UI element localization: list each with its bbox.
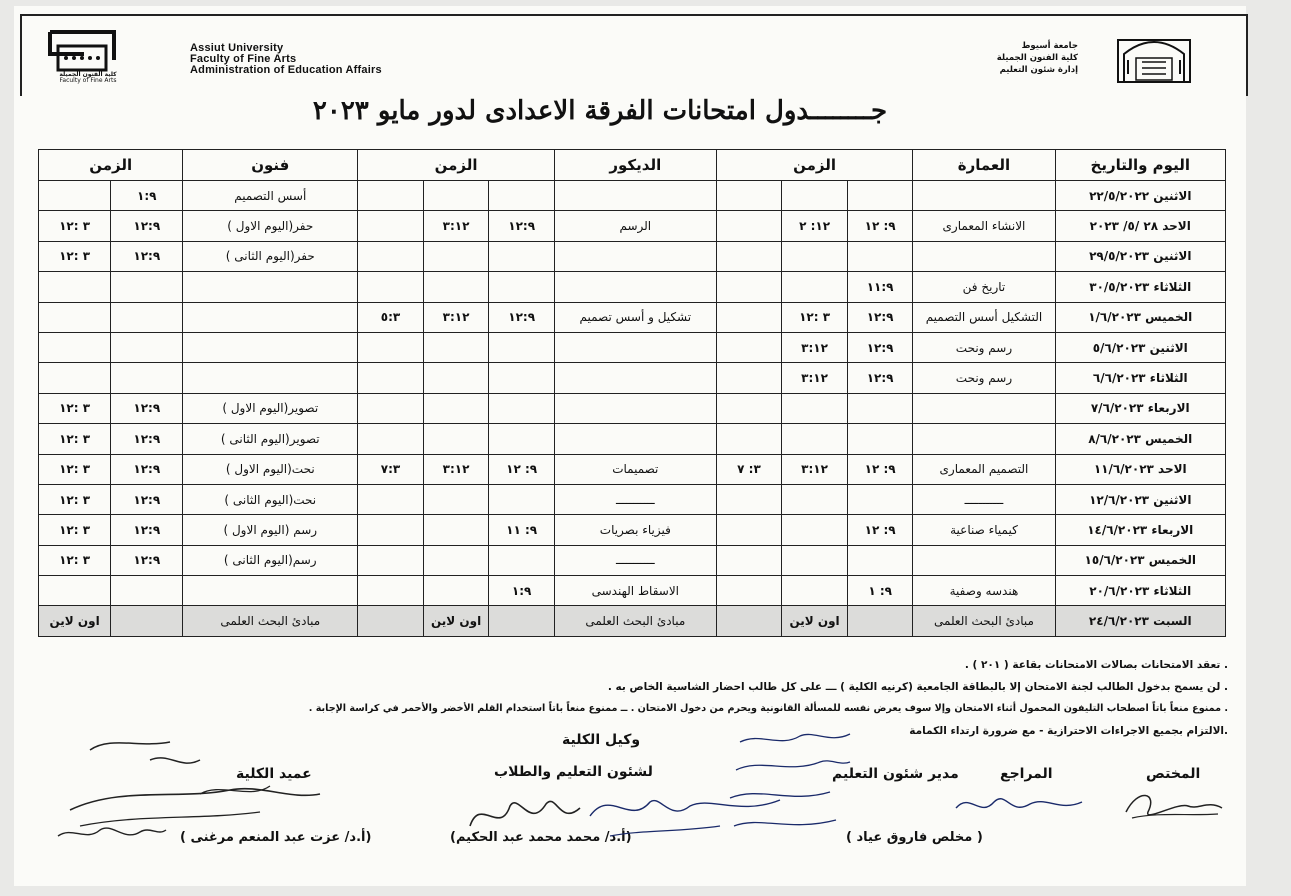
arch-time-1: ٩: ١ xyxy=(847,576,913,606)
table-row xyxy=(39,545,1226,575)
arts-time-2 xyxy=(39,576,111,606)
arch-time-2 xyxy=(782,424,848,454)
day-cell: الاحد ٢٨ /٥/ ٢٠٢٣ xyxy=(1055,211,1226,241)
decor-time-2: ٣:١٢ xyxy=(423,302,489,332)
decor-time-1: ٩: ١١ xyxy=(489,515,555,545)
decor-time-3 xyxy=(358,241,424,271)
sig-wakil-title: وكيل الكلية xyxy=(562,732,641,748)
arch-time-2: ٣:١٢ xyxy=(782,363,848,393)
decor-cell: مبادئ البحث العلمى xyxy=(554,606,716,636)
decor-time-2: اون لاين xyxy=(423,606,489,636)
arts-time-2: ٣ :١٢ xyxy=(39,454,111,484)
exam-schedule-table xyxy=(38,149,1226,637)
architecture-cell: مبادئ البحث العلمى xyxy=(913,606,1055,636)
arts-cell: رسم (اليوم الاول ) xyxy=(183,515,358,545)
day-cell: الاثنين ٢٢/٥/٢٠٢٢ xyxy=(1055,181,1226,211)
day-cell: الاربعاء ١٤/٦/٢٠٢٣ xyxy=(1055,515,1226,545)
decor-time-2 xyxy=(423,393,489,423)
arts-time-1: ١٢:٩ xyxy=(111,393,183,423)
table-row xyxy=(39,515,1226,545)
arts-time-1: ١:٩ xyxy=(111,181,183,211)
arts-time-2: ٣ :١٢ xyxy=(39,241,111,271)
decor-time-1 xyxy=(489,606,555,636)
table-row xyxy=(39,576,1226,606)
architecture-cell: التشكيل أسس التصميم xyxy=(913,302,1055,332)
note-1: . تعقد الامتحانات بصالات الامتحانات بقاعة ( ٢٠١ ) . xyxy=(964,659,1228,671)
arts-time-2 xyxy=(39,302,111,332)
decor-time-1: ١:٩ xyxy=(489,576,555,606)
arch-time-3 xyxy=(716,545,782,575)
arch-time-2: ٣:١٢ xyxy=(782,332,848,362)
arts-cell xyxy=(183,272,358,302)
table-row xyxy=(39,484,1226,514)
architecture-cell: التصميم المعمارى xyxy=(913,454,1055,484)
arts-time-2: ٣ :١٢ xyxy=(39,424,111,454)
arch-time-1 xyxy=(847,484,913,514)
day-cell: الخميس ١/٦/٢٠٢٣ xyxy=(1055,302,1226,332)
arts-time-1: ١٢:٩ xyxy=(111,241,183,271)
day-cell: الخميس ١٥/٦/٢٠٢٣ xyxy=(1055,545,1226,575)
decor-cell: ـــــــــــ xyxy=(554,545,716,575)
arts-time-1: ١٢:٩ xyxy=(111,484,183,514)
arts-cell: حفر(اليوم الاول ) xyxy=(183,211,358,241)
decor-cell: الرسم xyxy=(554,211,716,241)
arch-time-2 xyxy=(782,515,848,545)
day-cell: الاثنين ٢٩/٥/٢٠٢٣ xyxy=(1055,241,1226,271)
decor-cell xyxy=(554,241,716,271)
decor-time-3 xyxy=(358,606,424,636)
table-row xyxy=(39,241,1226,271)
arch-time-2: ٣:١٢ xyxy=(782,454,848,484)
decor-time-1 xyxy=(489,424,555,454)
notes-section xyxy=(40,654,1228,742)
arch-time-3 xyxy=(716,272,782,302)
sig-muraje-label: المراجع xyxy=(1000,766,1053,782)
arch-time-2 xyxy=(782,545,848,575)
arch-time-2: ١٢: ٢ xyxy=(782,211,848,241)
decor-time-1 xyxy=(489,393,555,423)
arts-time-1: ١٢:٩ xyxy=(111,211,183,241)
arch-time-1 xyxy=(847,181,913,211)
day-cell: الخميس ٨/٦/٢٠٢٣ xyxy=(1055,424,1226,454)
architecture-cell: الانشاء المعمارى xyxy=(913,211,1055,241)
arch-time-2 xyxy=(782,241,848,271)
arts-time-2: اون لاين xyxy=(39,606,111,636)
arts-cell xyxy=(183,363,358,393)
decor-cell xyxy=(554,332,716,362)
decor-cell xyxy=(554,393,716,423)
decor-time-2 xyxy=(423,363,489,393)
arch-time-3 xyxy=(716,332,782,362)
arts-time-2: ٣ :١٢ xyxy=(39,484,111,514)
decor-time-2 xyxy=(423,545,489,575)
header-en-university: Assiut University xyxy=(190,42,284,54)
logo-caption xyxy=(40,72,136,84)
decor-time-1 xyxy=(489,545,555,575)
decor-time-3 xyxy=(358,484,424,514)
header-arts-time: الزمن xyxy=(39,150,183,181)
decor-time-3 xyxy=(358,545,424,575)
arch-time-1: ٩: ١٢ xyxy=(847,515,913,545)
header-ar-faculty: كلية الفنون الجميلة xyxy=(996,53,1078,63)
arch-time-3 xyxy=(716,576,782,606)
header-english xyxy=(190,43,382,76)
architecture-cell: رسم ونحت xyxy=(913,363,1055,393)
arts-cell: نحت(اليوم الثانى ) xyxy=(183,484,358,514)
table-row xyxy=(39,332,1226,362)
decor-time-2 xyxy=(423,332,489,362)
arch-time-1 xyxy=(847,606,913,636)
header-decor: الديكور xyxy=(554,150,716,181)
day-cell: الثلاثاء ٢٠/٦/٢٠٢٣ xyxy=(1055,576,1226,606)
arch-time-3: ٣: ٧ xyxy=(716,454,782,484)
decor-time-3 xyxy=(358,272,424,302)
arts-time-1 xyxy=(111,576,183,606)
decor-time-3 xyxy=(358,576,424,606)
sig-wakil-subtitle: لشئون التعليم والطلاب xyxy=(494,764,653,780)
arts-cell: تصوير(اليوم الاول ) xyxy=(183,393,358,423)
decor-cell: تشكيل و أسس تصميم xyxy=(554,302,716,332)
arts-time-1: ١٢:٩ xyxy=(111,515,183,545)
table-row xyxy=(39,181,1226,211)
arch-time-2 xyxy=(782,181,848,211)
table-row xyxy=(39,454,1226,484)
architecture-cell: ـــــــــــ xyxy=(913,484,1055,514)
decor-time-2: ٣:١٢ xyxy=(423,454,489,484)
arts-time-2: ٣ :١٢ xyxy=(39,515,111,545)
architecture-cell: رسم ونحت xyxy=(913,332,1055,362)
arts-cell: تصوير(اليوم الثانى ) xyxy=(183,424,358,454)
header-en-admin: Administration of Education Affairs xyxy=(190,64,382,76)
decor-cell xyxy=(554,272,716,302)
arts-time-2 xyxy=(39,272,111,302)
sig-mudir-name: ( مخلص فاروق عياد ) xyxy=(846,830,983,845)
architecture-cell: كيمياء صناعية xyxy=(913,515,1055,545)
table-row xyxy=(39,302,1226,332)
arch-time-1 xyxy=(847,424,913,454)
decor-cell: تصميمات xyxy=(554,454,716,484)
table-header-row xyxy=(39,150,1226,181)
note-4: .الالتزام بجميع الاجراءات الاحترازية - مع ضرورة ارتداء الكمامة xyxy=(909,725,1228,737)
sig-mudir-label: مدير شئون التعليم xyxy=(832,766,959,782)
header-architecture: العمارة xyxy=(913,150,1055,181)
arch-time-1 xyxy=(847,393,913,423)
logo-caption-en: Faculty of Fine Arts xyxy=(59,77,117,84)
day-cell: السبت ٢٤/٦/٢٠٢٣ xyxy=(1055,606,1226,636)
decor-time-1: ١٢:٩ xyxy=(489,302,555,332)
decor-cell xyxy=(554,181,716,211)
arts-cell: أسس التصميم xyxy=(183,181,358,211)
decor-cell: الاسقاط الهندسى xyxy=(554,576,716,606)
decor-time-1 xyxy=(489,241,555,271)
arch-time-3 xyxy=(716,241,782,271)
decor-cell: فيزياء بصريات xyxy=(554,515,716,545)
header-decor-time: الزمن xyxy=(358,150,555,181)
day-cell: الثلاثاء ٣٠/٥/٢٠٢٣ xyxy=(1055,272,1226,302)
decor-time-3 xyxy=(358,211,424,241)
decor-time-3 xyxy=(358,181,424,211)
sig-mukhtas-label: المختص xyxy=(1146,766,1201,782)
arch-time-1 xyxy=(847,241,913,271)
arch-time-3 xyxy=(716,363,782,393)
header-en-faculty: Faculty of Fine Arts xyxy=(190,53,297,65)
arts-time-1 xyxy=(111,272,183,302)
table-row xyxy=(39,272,1226,302)
decor-cell: ـــــــــــ xyxy=(554,484,716,514)
table-row xyxy=(39,606,1226,636)
arch-time-2: اون لاين xyxy=(782,606,848,636)
architecture-cell xyxy=(913,424,1055,454)
arch-time-3 xyxy=(716,424,782,454)
arch-time-2 xyxy=(782,393,848,423)
decor-time-1 xyxy=(489,181,555,211)
architecture-cell xyxy=(913,181,1055,211)
arch-time-1: ١٢:٩ xyxy=(847,363,913,393)
arch-time-2 xyxy=(782,484,848,514)
table-row xyxy=(39,211,1226,241)
arch-time-2 xyxy=(782,576,848,606)
header-ar-admin: إدارة شئون التعليم xyxy=(999,65,1078,75)
day-cell: الاربعاء ٧/٦/٢٠٢٣ xyxy=(1055,393,1226,423)
day-cell: الاثنين ٥/٦/٢٠٢٣ xyxy=(1055,332,1226,362)
arts-time-1 xyxy=(111,606,183,636)
header-arch-time: الزمن xyxy=(716,150,913,181)
decor-time-2 xyxy=(423,484,489,514)
arts-cell: حفر(اليوم الثانى ) xyxy=(183,241,358,271)
header-arabic xyxy=(978,40,1078,76)
arts-time-1 xyxy=(111,332,183,362)
table-row xyxy=(39,424,1226,454)
day-cell: الاحد ١١/٦/٢٠٢٣ xyxy=(1055,454,1226,484)
page-title: جــــــــدول امتحانات الفرقة الاعدادى لدور مايو ٢٠٢٣ xyxy=(312,96,888,126)
architecture-cell xyxy=(913,545,1055,575)
arch-time-1: ٩: ١٢ xyxy=(847,454,913,484)
arch-time-3 xyxy=(716,211,782,241)
arch-time-1 xyxy=(847,545,913,575)
table-row xyxy=(39,393,1226,423)
header-day-date: اليوم والتاريخ xyxy=(1055,150,1226,181)
arch-time-2: ٣ :١٢ xyxy=(782,302,848,332)
header-ar-university: جامعة أسيوط xyxy=(1021,41,1078,51)
arts-cell xyxy=(183,576,358,606)
arts-time-2 xyxy=(39,181,111,211)
architecture-cell xyxy=(913,393,1055,423)
decor-time-2: ٣:١٢ xyxy=(423,211,489,241)
sig-amid-name: (أ.د/ عزت عبد المنعم مرغنى ) xyxy=(180,830,372,845)
logo-caption-ar: كلية الفنون الجميلة xyxy=(59,71,117,78)
decor-time-2 xyxy=(423,515,489,545)
decor-time-1 xyxy=(489,363,555,393)
decor-time-2 xyxy=(423,272,489,302)
arts-time-2 xyxy=(39,332,111,362)
decor-time-3 xyxy=(358,515,424,545)
decor-time-1 xyxy=(489,332,555,362)
arts-cell: نحت(اليوم الاول ) xyxy=(183,454,358,484)
arts-time-1 xyxy=(111,363,183,393)
decor-time-1: ١٢:٩ xyxy=(489,211,555,241)
arch-time-3 xyxy=(716,484,782,514)
decor-time-3 xyxy=(358,363,424,393)
arts-time-1 xyxy=(111,302,183,332)
architecture-cell: تاريخ فن xyxy=(913,272,1055,302)
arts-cell xyxy=(183,332,358,362)
decor-time-1: ٩: ١٢ xyxy=(489,454,555,484)
decor-time-2 xyxy=(423,576,489,606)
arch-time-1: ١٢:٩ xyxy=(847,332,913,362)
arts-time-2: ٣ :١٢ xyxy=(39,545,111,575)
day-cell: الثلاثاء ٦/٦/٢٠٢٣ xyxy=(1055,363,1226,393)
decor-time-3 xyxy=(358,424,424,454)
decor-time-1 xyxy=(489,484,555,514)
university-logo-icon xyxy=(1114,34,1194,84)
arts-cell xyxy=(183,302,358,332)
header-arts: فنون xyxy=(183,150,358,181)
decor-time-3: ٥:٣ xyxy=(358,302,424,332)
decor-cell xyxy=(554,424,716,454)
arts-time-1: ١٢:٩ xyxy=(111,545,183,575)
note-2: . لن يسمح بدخول الطالب لجنة الامتحان إلا بالبطاقة الجامعية (كرنيه الكلية ) ـــ على كل طالب احضار الشاسية الخاص به . xyxy=(607,681,1228,693)
arch-time-3 xyxy=(716,302,782,332)
arts-time-2 xyxy=(39,363,111,393)
arch-time-1: ١١:٩ xyxy=(847,272,913,302)
table-row xyxy=(39,363,1226,393)
arts-cell: رسم(اليوم الثانى ) xyxy=(183,545,358,575)
decor-time-2 xyxy=(423,424,489,454)
arts-time-1: ١٢:٩ xyxy=(111,454,183,484)
arch-time-3 xyxy=(716,181,782,211)
arch-time-3 xyxy=(716,606,782,636)
arts-time-2: ٣ :١٢ xyxy=(39,211,111,241)
arts-time-1: ١٢:٩ xyxy=(111,424,183,454)
arts-time-2: ٣ :١٢ xyxy=(39,393,111,423)
arch-time-1: ١٢:٩ xyxy=(847,302,913,332)
decor-time-1 xyxy=(489,272,555,302)
arch-time-2 xyxy=(782,272,848,302)
decor-time-3 xyxy=(358,393,424,423)
arts-cell: مبادئ البحث العلمى xyxy=(183,606,358,636)
decor-time-2 xyxy=(423,241,489,271)
arch-time-3 xyxy=(716,393,782,423)
decor-time-2 xyxy=(423,181,489,211)
sig-amid-label: عميد الكلية xyxy=(236,766,312,782)
architecture-cell: هندسه وصفية xyxy=(913,576,1055,606)
sig-wakil-name: (أ.د/ محمد محمد عبد الحكيم) xyxy=(450,830,632,845)
decor-cell xyxy=(554,363,716,393)
architecture-cell xyxy=(913,241,1055,271)
arch-time-3 xyxy=(716,515,782,545)
day-cell: الاثنين ١٢/٦/٢٠٢٣ xyxy=(1055,484,1226,514)
decor-time-3 xyxy=(358,332,424,362)
arch-time-1: ٩: ١٢ xyxy=(847,211,913,241)
note-3: . ممنوع منعاً باتاً اصطحاب التليفون المحمول أثناء الامتحان وإلا سوف يعرض نفسه للمسألة القانونية ويحرم من دخول الامتحان . ــ ممنوع منعاً باتاً استخدام القلم الأخضر والأحمر في كراسة الإجابة . xyxy=(308,703,1228,714)
decor-time-3: ٧:٣ xyxy=(358,454,424,484)
